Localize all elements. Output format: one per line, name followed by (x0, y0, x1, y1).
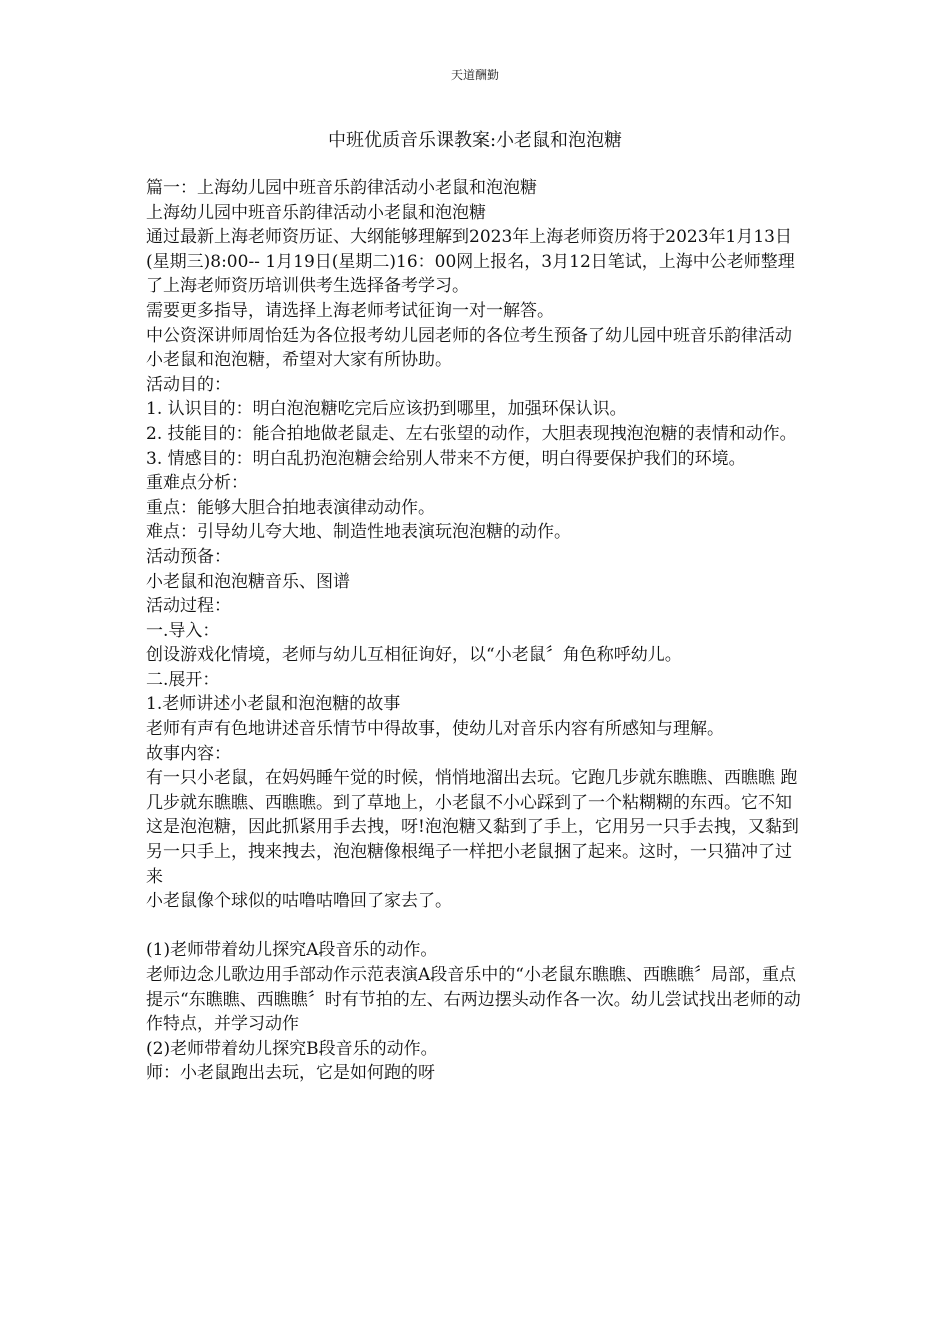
paragraph: 有一只小老鼠，在妈妈睡午觉的时候，悄悄地溜出去玩。它跑几步就东瞧瞧、西瞧瞧 跑几步就东瞧瞧、西瞧瞧。到了草地上，小老鼠不小心踩到了一个粘糊糊的东西。它不知 (146, 768, 798, 813)
paragraph: 1. 认识目的：明白泡泡糖吃完后应该扔到哪里，加强环保认识。 (146, 399, 627, 420)
paragraph: 活动过程： (146, 596, 231, 617)
paragraph: 这是泡泡糖，因此抓紧用手去拽，呀!泡泡糖又黏到了手上，它用另一只手去拽，又黏到 (146, 817, 799, 838)
paragraph: 活动预备： (146, 546, 231, 567)
paragraph: 通过最新上海老师资历证、大纲能够理解到2023年上海老师资历将于2023年1月13日(星期三)8:00-- 1月19日(星期二)16：00网上报名，3月12日笔试，上海中公老师整理了上海老师资历培训供考生选择备考学习。 (146, 227, 795, 297)
blank-line (146, 914, 806, 939)
paragraph: 一.导入： (146, 620, 220, 641)
document-body (146, 176, 806, 1086)
paragraph: 上海幼儿园中班音乐韵律活动小老鼠和泡泡糖 (146, 202, 486, 223)
paragraph: 重难点分析： (146, 473, 248, 494)
paragraph: 老师边念儿歌边用手部动作示范表演A段音乐中的“小老鼠东瞧瞧、西瞧瞧〞局部，重点提示“东瞧瞧、西瞧瞧〞时有节拍的左、右两边摆头动作各一次。幼儿尝试找出老师的动作特点，并学习动作 (146, 965, 801, 1035)
page-header: 天道酬勤 (450, 68, 499, 82)
paragraph: 师：小老鼠跑出去玩，它是如何跑的呀 (146, 1063, 435, 1084)
paragraph: (2)老师带着幼儿探究B段音乐的动作。 (146, 1038, 438, 1059)
paragraph: 活动目的： (146, 374, 231, 395)
paragraph: 2. 技能目的：能合拍地做老鼠走、左右张望的动作，大胆表现拽泡泡糖的表情和动作。 (146, 423, 797, 444)
paragraph: 故事内容： (146, 743, 231, 764)
paragraph: 二.展开： (146, 669, 220, 690)
paragraph: 小老鼠和泡泡糖音乐、图谱 (146, 571, 350, 592)
document-title: 中班优质音乐课教案:小老鼠和泡泡糖 (327, 130, 623, 151)
paragraph: 难点：引导幼儿夸大地、制造性地表演玩泡泡糖的动作。 (146, 522, 571, 543)
paragraph: 中公资深讲师周怡廷为各位报考幼儿园老师的各位考生预备了幼儿园中班音乐韵律活动小老鼠和泡泡糖，希望对大家有所协助。 (146, 325, 792, 371)
paragraph: 另一只手上，拽来拽去，泡泡糖像根绳子一样把小老鼠捆了起来。这时，一只猫冲了过来 (146, 842, 792, 887)
paragraph: 1.老师讲述小老鼠和泡泡糖的故事 (146, 694, 401, 715)
paragraph: 3. 情感目的：明白乱扔泡泡糖会给别人带来不方便，明白得要保护我们的环境。 (146, 448, 746, 469)
paragraph: 重点：能够大胆合拍地表演律动动作。 (146, 497, 435, 518)
paragraph: 小老鼠像个球似的咕噜咕噜回了家去了。 (146, 891, 452, 912)
paragraph: (1)老师带着幼儿探究A段音乐的动作。 (146, 940, 438, 961)
paragraph: 篇一：上海幼儿园中班音乐韵律活动小老鼠和泡泡糖 (146, 178, 537, 198)
paragraph: 老师有声有色地讲述音乐情节中得故事，使幼儿对音乐内容有所感知与理解。 (146, 719, 724, 740)
paragraph: 需要更多指导，请选择上海老师考试征询一对一解答。 (146, 300, 554, 321)
paragraph: 创设游戏化情境，老师与幼儿互相征询好，以“小老鼠〞角色称呼幼儿。 (146, 645, 682, 666)
